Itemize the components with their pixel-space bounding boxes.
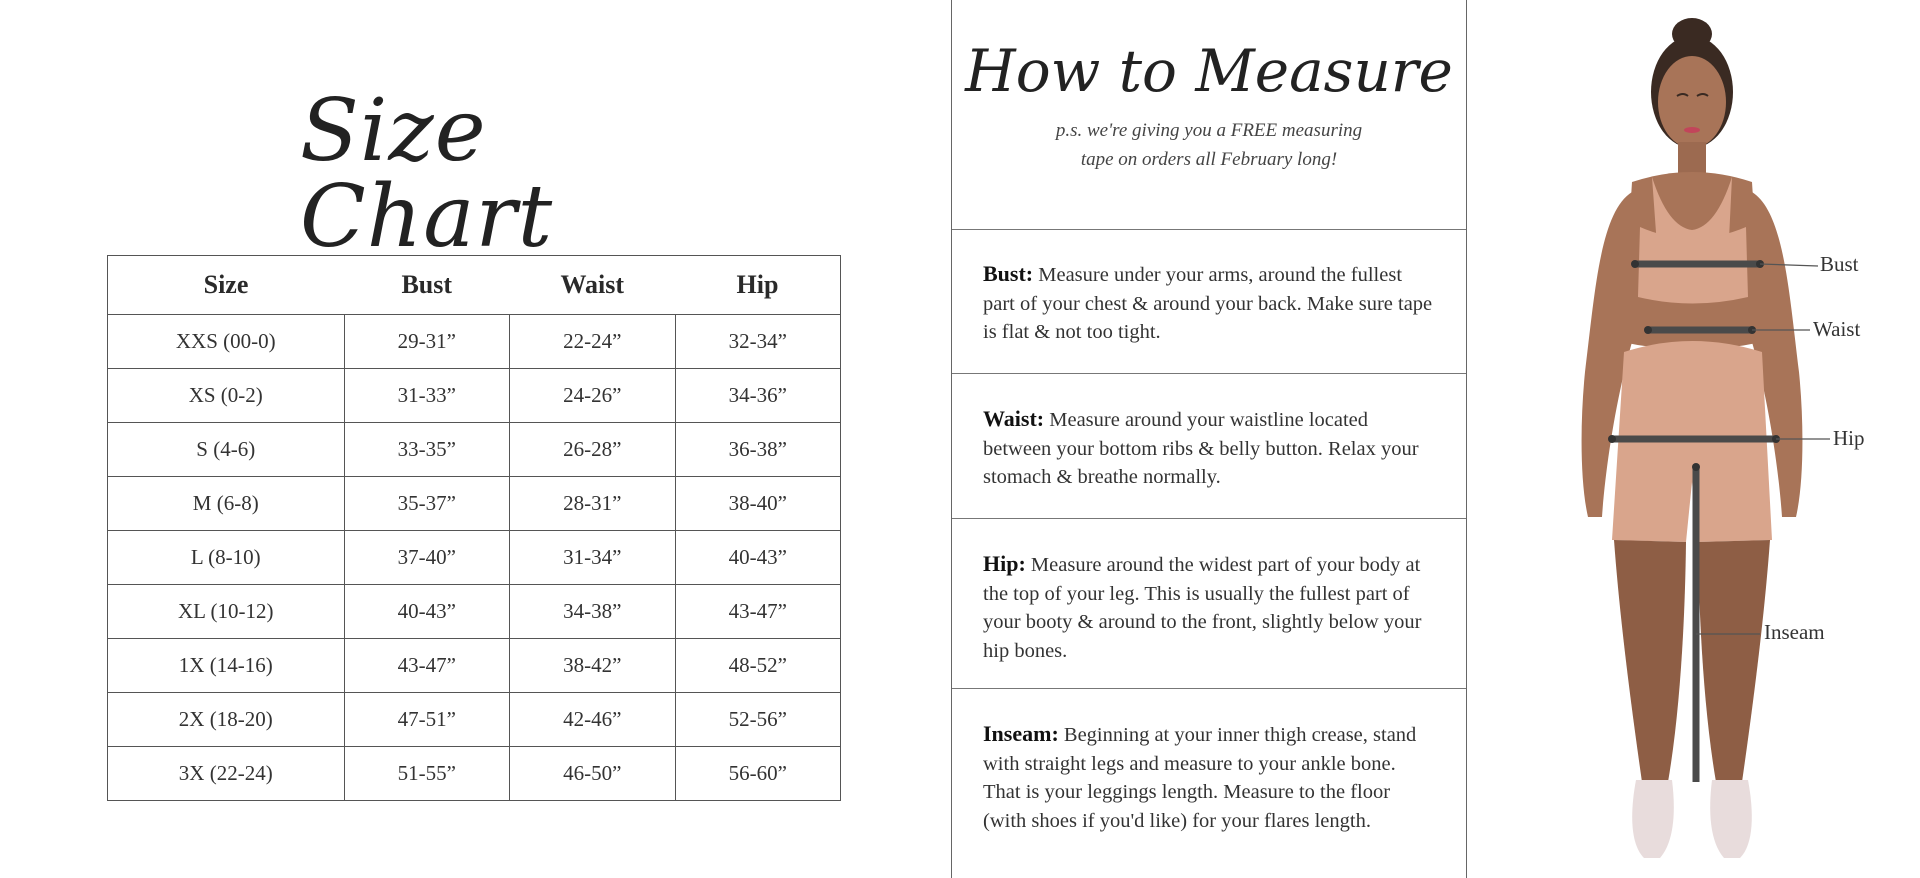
bust-instruction	[952, 229, 1466, 374]
right-shoe	[1710, 780, 1752, 858]
waist-text: Measure around your waistline located between your bottom ribs & belly button. Relax your stomach & breathe normally.	[983, 409, 1419, 488]
size-cell: XL (10-12)	[108, 585, 345, 639]
hip-cell: 52-56”	[675, 693, 841, 747]
table-row	[108, 315, 841, 369]
hip-cell: 36-38”	[675, 423, 841, 477]
size-cell: XXS (00-0)	[108, 315, 345, 369]
column-header-waist: Waist	[510, 256, 676, 315]
hip-term: Hip:	[983, 551, 1026, 576]
waist-cell: 22-24”	[510, 315, 676, 369]
waist-cell: 42-46”	[510, 693, 676, 747]
waist-cell: 31-34”	[510, 531, 676, 585]
size-cell: XS (0-2)	[108, 369, 345, 423]
table-row	[108, 531, 841, 585]
waist-cell: 38-42”	[510, 639, 676, 693]
hip-cell: 43-47”	[675, 585, 841, 639]
how-to-measure-title: How to Measure	[965, 37, 1453, 105]
table-row	[108, 477, 841, 531]
hip-cell: 40-43”	[675, 531, 841, 585]
bust-cell: 47-51”	[344, 693, 510, 747]
inseam-instruction	[952, 689, 1466, 878]
bust-cell: 31-33”	[344, 369, 510, 423]
table-row	[108, 639, 841, 693]
waist-cell: 26-28”	[510, 423, 676, 477]
measurement-figure	[1540, 12, 1910, 868]
bust-cell: 29-31”	[344, 315, 510, 369]
free-tape-note-line2: tape on orders all February long!	[1080, 148, 1338, 170]
inseam-text: Beginning at your inner thigh crease, stand with straight legs and measure to your ankle bone. That is your leggings length. Measure to the floor (with shoes if you'd like) for your flares length.	[983, 724, 1417, 832]
table-header-row	[108, 256, 841, 315]
size-cell: 3X (22-24)	[108, 747, 345, 801]
column-header-size: Size	[108, 256, 345, 315]
size-table	[107, 255, 841, 801]
size-cell: 1X (14-16)	[108, 639, 345, 693]
right-leg	[1698, 540, 1770, 782]
lips	[1684, 127, 1700, 133]
bust-cell: 43-47”	[344, 639, 510, 693]
left-leg	[1614, 540, 1686, 782]
waist-term: Waist:	[983, 406, 1045, 431]
bust-term: Bust:	[983, 261, 1034, 286]
free-tape-note-line1: p.s. we're giving you a FREE measuring	[1055, 119, 1363, 141]
left-shoe	[1632, 780, 1674, 858]
size-cell: L (8-10)	[108, 531, 345, 585]
bust-cell: 40-43”	[344, 585, 510, 639]
free-tape-note	[952, 116, 1466, 174]
table-row	[108, 693, 841, 747]
bust-cell: 33-35”	[344, 423, 510, 477]
waist-label: Waist	[1813, 317, 1861, 341]
bust-text: Measure under your arms, around the fullest part of your chest & around your back. Make sure tape is flat & not too tight.	[983, 264, 1433, 343]
waist-instruction	[952, 374, 1466, 519]
bust-label: Bust	[1820, 252, 1859, 276]
size-cell: M (6-8)	[108, 477, 345, 531]
waist-cell: 28-31”	[510, 477, 676, 531]
how-to-measure-header	[952, 0, 1466, 230]
bust-cell: 35-37”	[344, 477, 510, 531]
hip-instruction	[952, 519, 1466, 689]
hip-cell: 56-60”	[675, 747, 841, 801]
face	[1658, 56, 1726, 148]
waist-cell: 34-38”	[510, 585, 676, 639]
hip-cell: 38-40”	[675, 477, 841, 531]
waist-cell: 24-26”	[510, 369, 676, 423]
inseam-term: Inseam:	[983, 721, 1059, 746]
inseam-label: Inseam	[1764, 620, 1825, 644]
table-row	[108, 369, 841, 423]
hip-label: Hip	[1833, 426, 1865, 450]
bust-cell: 37-40”	[344, 531, 510, 585]
column-header-hip: Hip	[675, 256, 841, 315]
size-cell: 2X (18-20)	[108, 693, 345, 747]
how-to-measure-panel	[951, 0, 1467, 878]
hip-cell: 32-34”	[675, 315, 841, 369]
hip-cell: 48-52”	[675, 639, 841, 693]
table-row	[108, 747, 841, 801]
waist-cell: 46-50”	[510, 747, 676, 801]
table-row	[108, 585, 841, 639]
bust-cell: 51-55”	[344, 747, 510, 801]
hip-cell: 34-36”	[675, 369, 841, 423]
table-row	[108, 423, 841, 477]
size-chart-title: Size Chart	[300, 81, 554, 267]
column-header-bust: Bust	[344, 256, 510, 315]
size-cell: S (4-6)	[108, 423, 345, 477]
hip-text: Measure around the widest part of your body at the top of your leg. This is usually the fullest part of your booty & around to the front, slightly below your hip bones.	[983, 554, 1422, 662]
